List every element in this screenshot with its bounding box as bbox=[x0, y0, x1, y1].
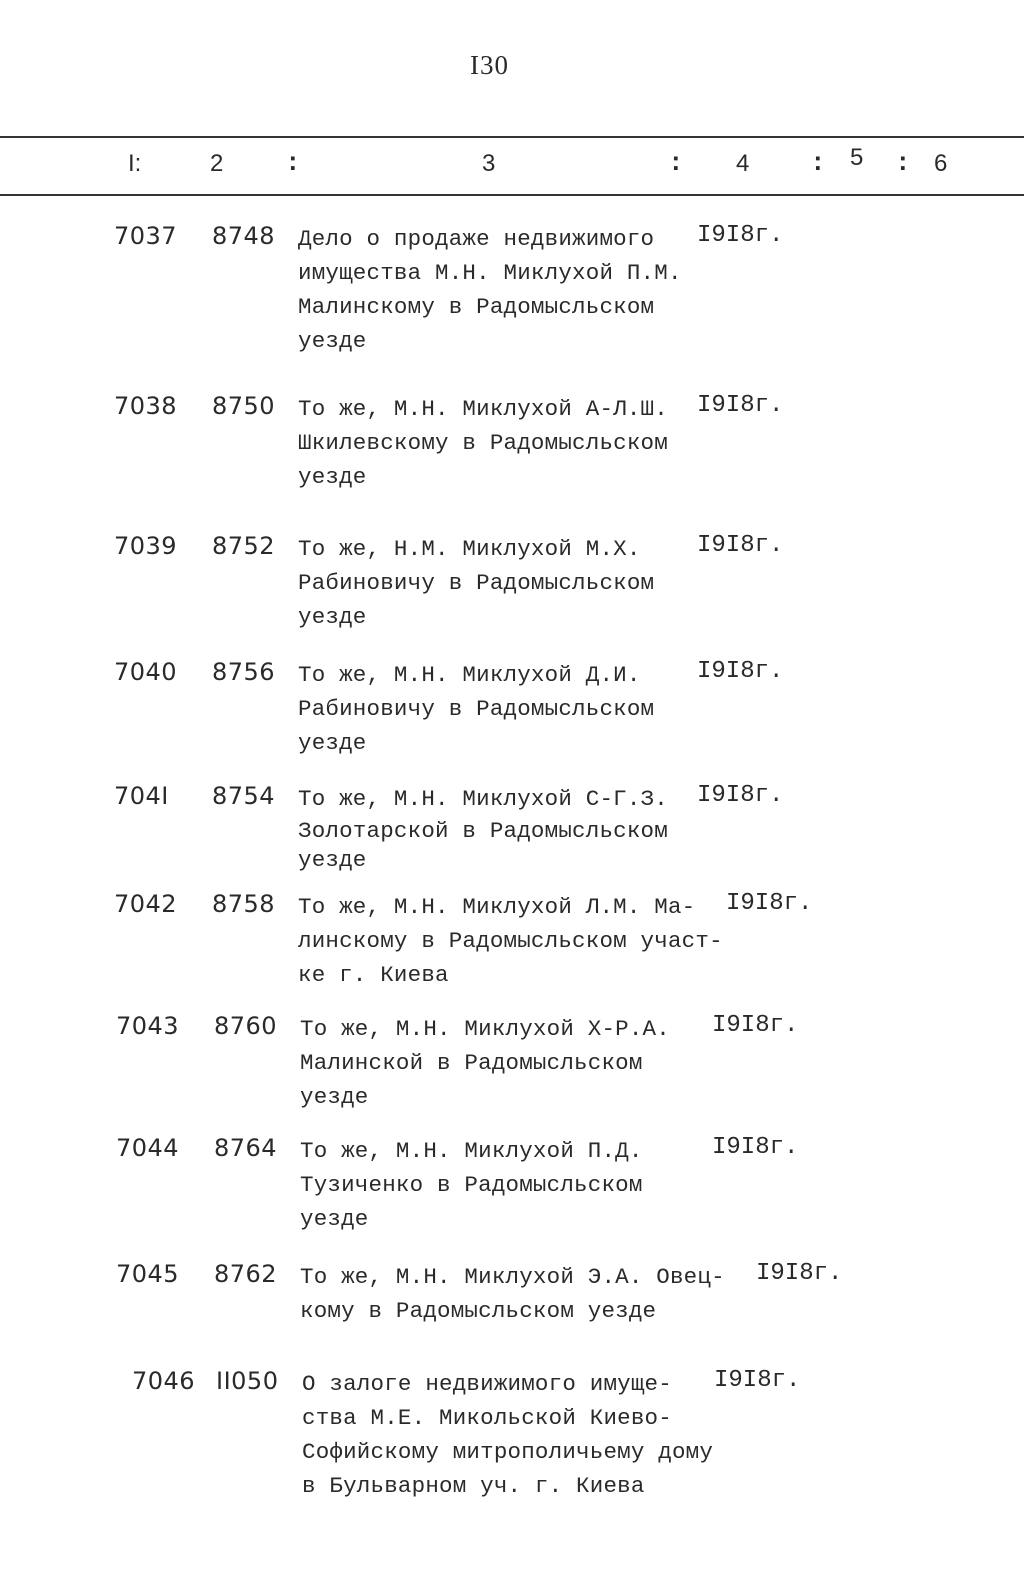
record-date: I9I8г. bbox=[726, 890, 813, 917]
record-title bbox=[298, 222, 682, 358]
record-title-line: Рабиновичу в Радомысльском bbox=[298, 570, 655, 596]
record-title-line: То же, М.Н. Миклухой П.Д. bbox=[300, 1138, 643, 1164]
column-header-6: 6 bbox=[934, 150, 948, 177]
record-title-line: То же, М.Н. Миклухой А-Л.Ш. bbox=[298, 396, 668, 422]
column-header-1: I: bbox=[128, 150, 142, 177]
record-date: I9I8г. bbox=[697, 782, 784, 809]
record-number: 8754 bbox=[212, 782, 276, 810]
record-title-line: имущества М.Н. Миклухой П.М. bbox=[298, 260, 682, 286]
record-title-line: То же, М.Н. Миклухой Э.А. Овец- bbox=[300, 1264, 725, 1290]
record-title-line: уезде bbox=[298, 604, 367, 630]
record-date: I9I8г. bbox=[756, 1260, 843, 1287]
record-title-line: Малинской в Радомысльском bbox=[300, 1050, 643, 1076]
record-id: 7040 bbox=[114, 658, 178, 686]
record-title-line: То же, М.Н. Миклухой С-Г.З. bbox=[298, 786, 668, 812]
record-title-line: кому в Радомысльском уезде bbox=[300, 1298, 657, 1324]
record-title-line: Шкилевскому в Радомысльском bbox=[298, 430, 668, 456]
record-number: 8748 bbox=[212, 222, 276, 250]
column-header-3: 3 bbox=[482, 150, 496, 177]
record-title bbox=[298, 658, 654, 760]
record-number: 8752 bbox=[212, 532, 276, 560]
record-title-line: То же, М.Н. Миклухой Л.М. Ма- bbox=[298, 894, 696, 920]
record-title-line: уезде bbox=[298, 847, 367, 873]
record-title-line: линскому в Радомысльском участ- bbox=[298, 928, 723, 954]
record-title bbox=[300, 1260, 725, 1328]
record-date: I9I8г. bbox=[712, 1134, 799, 1161]
column-separator: : bbox=[668, 148, 684, 178]
header-rule-bottom bbox=[0, 194, 1024, 196]
record-id: 7043 bbox=[116, 1012, 180, 1040]
record-date: I9I8г. bbox=[697, 658, 784, 685]
record-title-line: То же, Н.М. Миклухой М.Х. bbox=[298, 536, 641, 562]
record-title-line: Малинскому в Радомысльском bbox=[298, 294, 655, 320]
record-title bbox=[298, 782, 668, 876]
page-number: I30 bbox=[470, 50, 509, 80]
record-number: 8750 bbox=[212, 392, 276, 420]
record-title-line: Дело о продаже недвижимого bbox=[298, 226, 655, 252]
record-title bbox=[300, 1134, 643, 1236]
record-title-line: О залоге недвижимого имуще- bbox=[302, 1371, 672, 1397]
record-title-line: уезде bbox=[298, 730, 367, 756]
record-number: 8756 bbox=[212, 658, 276, 686]
record-id: 7038 bbox=[114, 392, 178, 420]
column-header-4: 4 bbox=[736, 150, 750, 177]
record-number: 8762 bbox=[214, 1260, 278, 1288]
record-date: I9I8г. bbox=[697, 532, 784, 559]
record-title bbox=[300, 1012, 670, 1114]
record-id: 704I bbox=[114, 782, 169, 810]
record-number: 8760 bbox=[214, 1012, 278, 1040]
record-title bbox=[298, 890, 723, 992]
column-header-2: 2 bbox=[210, 150, 224, 177]
record-number: 8758 bbox=[212, 890, 276, 918]
record-id: 7045 bbox=[116, 1260, 180, 1288]
record-title-line: То же, М.Н. Миклухой Х-Р.А. bbox=[300, 1016, 670, 1042]
record-number: II050 bbox=[216, 1367, 279, 1395]
record-id: 7044 bbox=[116, 1134, 180, 1162]
record-title-line: в Бульварном уч. г. Киева bbox=[302, 1473, 645, 1499]
record-id: 7039 bbox=[114, 532, 178, 560]
record-date: I9I8г. bbox=[714, 1367, 801, 1394]
record-title-line: уезде bbox=[298, 328, 367, 354]
column-separator: : bbox=[895, 148, 911, 178]
record-number: 8764 bbox=[214, 1134, 278, 1162]
column-separator: : bbox=[285, 148, 301, 178]
record-id: 7042 bbox=[114, 890, 178, 918]
record-title bbox=[298, 532, 654, 634]
record-title-line: Золотарской в Радомысльском bbox=[298, 818, 668, 844]
record-title bbox=[298, 392, 668, 494]
column-separator: : bbox=[810, 148, 826, 178]
record-id: 7037 bbox=[114, 222, 178, 250]
record-title-line: Тузиченко в Радомысльском bbox=[300, 1172, 643, 1198]
column-header-5: 5 bbox=[850, 144, 864, 171]
record-date: I9I8г. bbox=[712, 1012, 799, 1039]
header-rule-top bbox=[0, 136, 1024, 138]
record-title-line: Рабиновичу в Радомысльском bbox=[298, 696, 655, 722]
record-date: I9I8г. bbox=[697, 222, 784, 249]
record-title-line: ке г. Киева bbox=[298, 962, 449, 988]
record-id: 7046 bbox=[132, 1367, 196, 1395]
record-title-line: уезде bbox=[300, 1084, 369, 1110]
record-title-line: уезде bbox=[298, 464, 367, 490]
record-title-line: То же, М.Н. Миклухой Д.И. bbox=[298, 662, 641, 688]
record-title-line: уезде bbox=[300, 1206, 369, 1232]
record-title-line: ства М.Е. Микольской Киево- bbox=[302, 1405, 672, 1431]
record-title bbox=[302, 1367, 713, 1503]
record-date: I9I8г. bbox=[697, 392, 784, 419]
record-title-line: Софийскому митрополичьему дому bbox=[302, 1439, 714, 1465]
